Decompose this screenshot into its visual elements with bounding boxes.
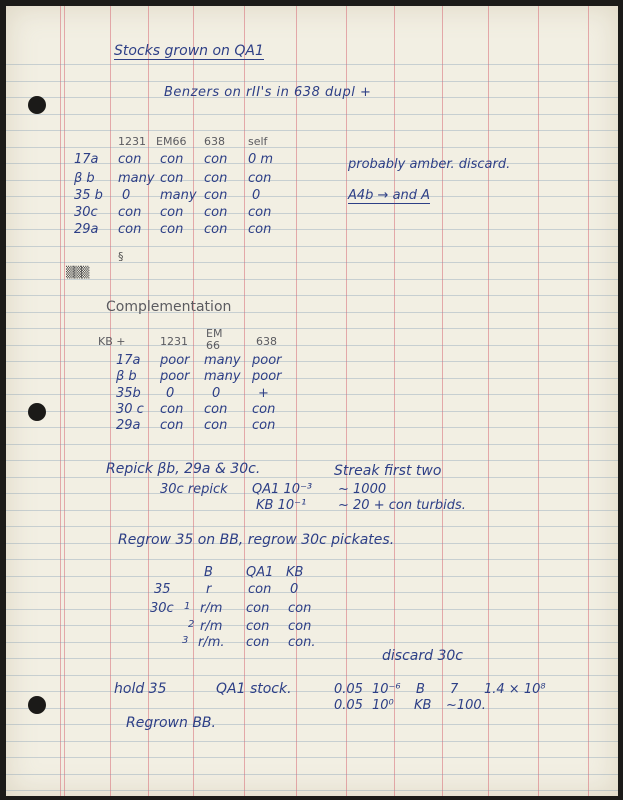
regrow-cell: r (206, 582, 212, 597)
margin-line (110, 6, 111, 796)
ruled-line (6, 262, 618, 263)
t1-row-label: β b (74, 171, 95, 186)
hold-r1-vol: 0.05 (334, 682, 363, 697)
regrow-cell: con. (288, 635, 316, 650)
ruled-line (6, 394, 618, 395)
ruled-line (6, 328, 618, 329)
comp-cell: con (252, 402, 276, 417)
comp-cell: 0 (212, 386, 221, 401)
regrow-cell: r/m (200, 601, 223, 616)
ruled-line (6, 411, 618, 412)
comp-cell: poor (160, 353, 190, 368)
margin-line (588, 6, 589, 796)
t1-cell: con (160, 171, 184, 186)
complementation-heading: Complementation (106, 299, 232, 315)
ruled-line (6, 312, 618, 313)
punch-hole-top (28, 96, 46, 114)
notebook-page (6, 6, 618, 796)
comp-cell: con (160, 402, 184, 417)
margin-line (394, 6, 395, 796)
ruled-line (6, 378, 618, 379)
comp-cell: con (204, 402, 228, 417)
punch-hole-bottom (28, 696, 46, 714)
t1-row-label: 35 b (74, 188, 103, 203)
regrow-row-label: 30c (150, 601, 174, 616)
t1-cell: con (204, 222, 228, 237)
margin-line (64, 6, 65, 796)
t1-cell: con (204, 171, 228, 186)
ruled-line (6, 790, 618, 791)
ruled-line (6, 81, 618, 82)
regrow-header-kb: KB (286, 565, 304, 580)
regrow-cell: con (246, 601, 270, 616)
ruled-line (6, 757, 618, 758)
comp-cell: poor (252, 369, 282, 384)
ruled-line (6, 559, 618, 560)
comp-row-label: 29a (116, 418, 141, 433)
regrow-row-sub: 1 (184, 601, 191, 612)
regrow-cell: con (246, 635, 270, 650)
note-probably-amber: probably amber. discard. (348, 157, 511, 172)
ruled-line (6, 246, 618, 247)
repick-30c: 30c repick (160, 482, 228, 497)
hold-stock: QA1 stock. (216, 681, 292, 697)
comp-cell: poor (160, 369, 190, 384)
ruled-line (6, 658, 618, 659)
ruled-line (6, 576, 618, 577)
margin-line (488, 6, 489, 796)
margin-line (346, 6, 347, 796)
regrow-row-sub: 3 (182, 635, 189, 646)
hold-line: hold 35 (114, 681, 167, 697)
ruled-line (6, 510, 618, 511)
comp-cell: 0 (166, 386, 175, 401)
t1-cell: con (160, 152, 184, 167)
ruled-line (6, 741, 618, 742)
t1-cell: con (248, 222, 272, 237)
comp-row-label: 35b (116, 386, 141, 401)
t1-header-em66: EM66 (156, 135, 187, 148)
hold-r1-count: 7 (450, 682, 459, 697)
t1-cell: many (160, 188, 197, 203)
ruled-line (6, 147, 618, 148)
margin-line (60, 6, 61, 796)
hold-r2-vol: 0.05 (334, 698, 363, 713)
repick-line: Repick βb, 29a & 30c. (106, 461, 261, 477)
comp-row-label: 17a (116, 353, 141, 368)
comp-row-label: 30 c (116, 402, 144, 417)
t1-row-label: 29a (74, 222, 99, 237)
t1-cell: 0 m (248, 152, 274, 167)
repick-qa1-count: ~ 1000 (338, 482, 387, 497)
subtitle: Benzers on rII's in 638 dupl + (164, 85, 372, 100)
repick-kb: KB 10⁻¹ (256, 498, 307, 513)
comp-cell: + (258, 386, 269, 401)
comp-header-1231: 1231 (160, 335, 188, 348)
t1-cell: con (160, 222, 184, 237)
t1-header-638: 638 (204, 135, 225, 148)
comp-row-label: β b (116, 369, 137, 384)
hold-r1-dil: 10⁻⁶ (372, 682, 401, 697)
regrow-row-sub: 2 (188, 619, 195, 630)
t1-cell: 0 (252, 188, 261, 203)
ruled-line (6, 130, 618, 131)
note-a4b: A4b → and A (348, 188, 431, 203)
ruled-line (6, 114, 618, 115)
regrow-cell: con (248, 582, 272, 597)
hold-r2-dil: 10⁰ (372, 698, 394, 713)
ruled-line (6, 675, 618, 676)
hold-r1-host: B (416, 682, 425, 697)
t1-cell: con (204, 152, 228, 167)
t1-cell: con (204, 205, 228, 220)
t1-cell: con (160, 205, 184, 220)
regrow-header-qa1: QA1 (246, 565, 274, 580)
margin-line (442, 6, 443, 796)
ruled-line (6, 460, 618, 461)
regrow-cell: r/m (200, 619, 223, 634)
comp-header-label: KB + (98, 335, 126, 348)
regrown-bb: Regrown BB. (126, 715, 216, 731)
discard-30c: discard 30c (382, 648, 463, 664)
scribble-mark: § (118, 250, 124, 263)
regrow-cell: con (288, 619, 312, 634)
t1-row-label: 17a (74, 152, 99, 167)
t1-cell: con (118, 205, 142, 220)
ruled-line (6, 427, 618, 428)
t1-header-self: self (248, 135, 268, 148)
ruled-line (6, 477, 618, 478)
ruled-line (6, 774, 618, 775)
comp-header-638: 638 (256, 335, 277, 348)
comp-header-em66: EM 66 (206, 327, 223, 352)
regrow-cell: con (288, 601, 312, 616)
comp-cell: con (252, 418, 276, 433)
t1-cell: 0 (122, 188, 131, 203)
ruled-line (6, 708, 618, 709)
margin-line (244, 6, 245, 796)
ruled-line (6, 64, 618, 65)
regrow-cell: r/m. (198, 635, 225, 650)
regrow-cell: 0 (290, 582, 299, 597)
scribble-crossed-out: ▒▒▒ (66, 266, 89, 279)
comp-cell: many (204, 369, 241, 384)
comp-cell: con (160, 418, 184, 433)
streak-note: Streak first two (334, 463, 442, 479)
t1-cell: many (118, 171, 155, 186)
comp-cell: many (204, 353, 241, 368)
regrow-line: Regrow 35 on BB, regrow 30c pickates. (118, 532, 395, 548)
regrow-header-b: B (204, 565, 213, 580)
comp-cell: poor (252, 353, 282, 368)
punch-hole-middle (28, 403, 46, 421)
margin-line (148, 6, 149, 796)
regrow-row-label: 35 (154, 582, 171, 597)
t1-row-label: 30c (74, 205, 98, 220)
ruled-line (6, 444, 618, 445)
margin-line (193, 6, 194, 796)
regrow-cell: con (246, 619, 270, 634)
t1-header-1231: 1231 (118, 135, 146, 148)
ruled-line (6, 526, 618, 527)
ruled-line (6, 609, 618, 610)
t1-cell: con (248, 205, 272, 220)
ruled-line (6, 592, 618, 593)
hold-r1-titer: 1.4 × 10⁸ (484, 682, 546, 697)
ruled-line (6, 625, 618, 626)
t1-cell: con (118, 222, 142, 237)
margin-line (538, 6, 539, 796)
ruled-line (6, 724, 618, 725)
ruled-line (6, 361, 618, 362)
margin-line (296, 6, 297, 796)
t1-cell: con (204, 188, 228, 203)
t1-cell: con (248, 171, 272, 186)
page-title: Stocks grown on QA1 (114, 43, 264, 59)
t1-cell: con (118, 152, 142, 167)
ruled-line (6, 279, 618, 280)
hold-r2-count: ~100. (446, 698, 486, 713)
comp-cell: con (204, 418, 228, 433)
ruled-line (6, 295, 618, 296)
hold-r2-host: KB (414, 698, 432, 713)
repick-kb-count: ~ 20 + con turbids. (338, 498, 466, 513)
ruled-line (6, 213, 618, 214)
ruled-line (6, 180, 618, 181)
repick-qa1: QA1 10⁻³ (252, 482, 313, 497)
